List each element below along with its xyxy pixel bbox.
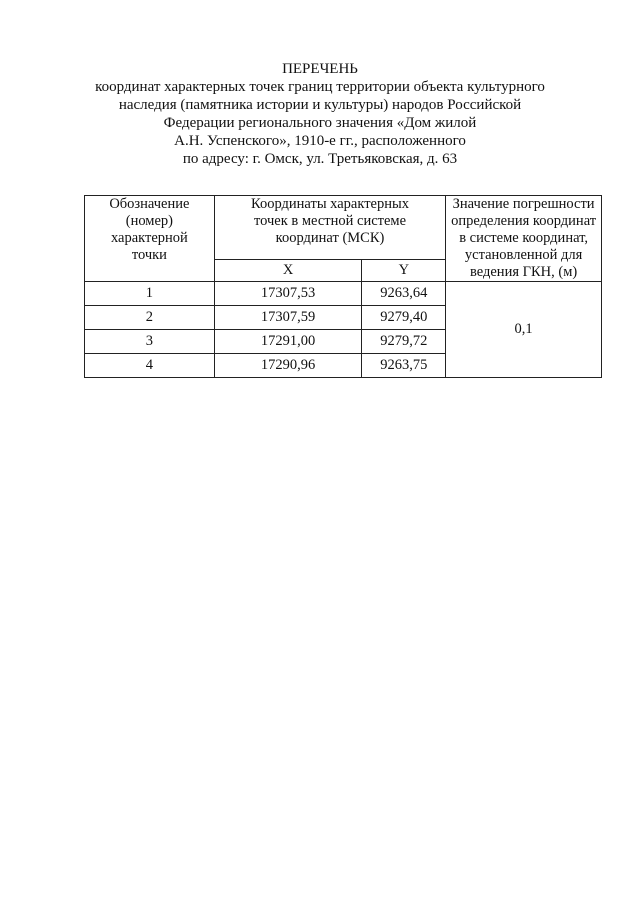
x-coordinate-cell: 17291,00	[214, 330, 362, 354]
table-row	[85, 282, 602, 306]
header-msk-coordinates	[214, 196, 445, 260]
header-point-designation	[85, 196, 215, 282]
header-point-line: (номер)	[125, 213, 174, 229]
document-title: ПЕРЕЧЕНЬ	[282, 61, 358, 77]
y-coordinate-cell: 9279,72	[362, 330, 446, 354]
heading-line-3: Федерации регионального значения «Дом жилой	[163, 115, 477, 131]
accuracy-value-cell: 0,1	[446, 282, 602, 378]
header-accuracy-line: Значение погрешности	[452, 196, 595, 212]
header-msk-line: точек в местной системе	[253, 213, 407, 229]
y-coordinate-cell: 9263,75	[362, 354, 446, 378]
header-accuracy-line: в системе координат,	[459, 230, 589, 246]
point-number-cell: 3	[85, 330, 215, 354]
point-number-cell: 2	[85, 306, 215, 330]
y-coordinate-cell: 9263,64	[362, 282, 446, 306]
header-msk-line: Координаты характерных	[251, 196, 409, 212]
header-accuracy-line: определения координат	[451, 213, 597, 229]
heading-line-4: А.Н. Успенского», 1910-е гг., расположенного	[174, 133, 466, 149]
table-header-row	[85, 196, 602, 260]
y-coordinate-cell: 9279,40	[362, 306, 446, 330]
header-point-line: Обозначение	[109, 196, 190, 212]
x-coordinate-cell: 17307,59	[214, 306, 362, 330]
header-x: X	[214, 259, 362, 281]
x-coordinate-cell: 17307,53	[214, 282, 362, 306]
point-number-cell: 1	[85, 282, 215, 306]
header-msk-line: координат (МСК)	[275, 230, 385, 246]
heading-line-1: координат характерных точек границ территории объекта культурного	[95, 79, 545, 95]
heading-line-2: наследия (памятника истории и культуры) народов Российской	[118, 97, 522, 113]
header-accuracy-line: установленной для	[464, 247, 583, 263]
header-accuracy-line: ведения ГКН, (м)	[469, 264, 578, 280]
header-accuracy	[446, 196, 602, 282]
heading-line-5: по адресу: г. Омск, ул. Третьяковская, д. 63	[182, 151, 458, 167]
coordinates-table	[84, 195, 602, 378]
point-number-cell: 4	[85, 354, 215, 378]
document-heading	[60, 60, 580, 168]
header-point-line: точки	[131, 247, 167, 263]
header-y: Y	[362, 259, 446, 281]
x-coordinate-cell: 17290,96	[214, 354, 362, 378]
header-point-line: характерной	[110, 230, 188, 246]
